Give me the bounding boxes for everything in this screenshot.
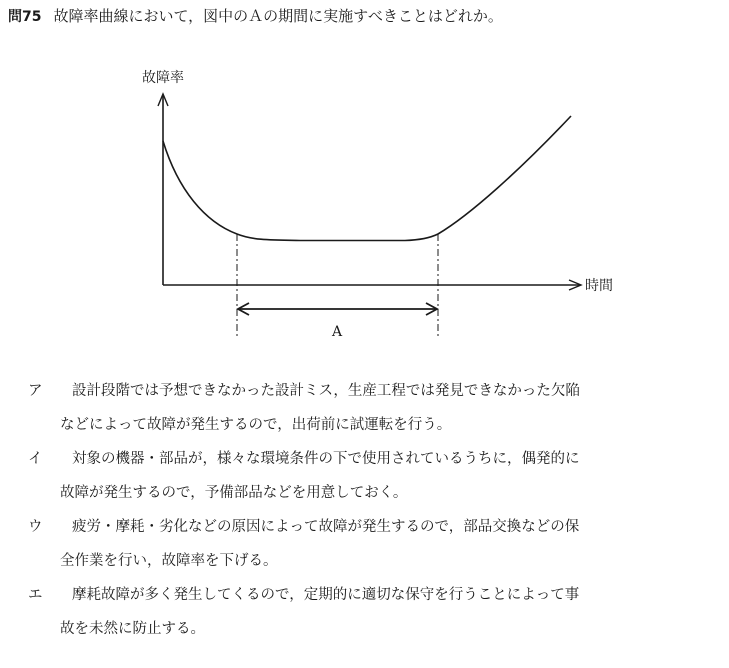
answer-options — [28, 374, 718, 646]
bathtub-curve — [163, 116, 571, 241]
question-text: 故障率曲線において，図中のＡの期間に実施すべきことはどれか。 — [53, 7, 503, 25]
option-a-text-line2: などによって故障が発生するので，出荷前に試運転を行う。 — [60, 417, 452, 433]
option-c-label: ウ — [28, 519, 43, 535]
option-b-text-line2: 故障が発生するので，予備部品などを用意しておく。 — [60, 485, 408, 501]
option-d[interactable] — [28, 578, 718, 646]
option-b[interactable] — [28, 442, 718, 510]
option-c[interactable] — [28, 510, 718, 578]
option-d-label: エ — [28, 587, 43, 603]
option-b-text-line1: 対象の機器・部品が，様々な環境条件の下で使用されているうちに，偶発的に — [72, 451, 580, 467]
option-d-text-line1: 摩耗故障が多く発生してくるので，定期的に適切な保守を行うことによって事 — [72, 587, 580, 603]
period-label: A — [332, 324, 343, 340]
option-c-text-line2: 全作業を行い，故障率を下げる。 — [60, 553, 278, 569]
y-axis-label: 故障率 — [142, 70, 184, 86]
option-b-label: イ — [28, 451, 43, 467]
option-a-text-line1: 設計段階では予想できなかった設計ミス，生産工程では発見できなかった欠陥 — [72, 383, 580, 399]
option-d-text-line2: 故を未然に防止する。 — [60, 621, 205, 637]
option-a[interactable] — [28, 374, 718, 442]
question-number: 問75 — [8, 9, 42, 25]
x-axis-label: 時間 — [585, 278, 613, 294]
option-a-label: ア — [28, 383, 43, 399]
option-c-text-line1: 疲労・摩耗・劣化などの原因によって故障が発生するので，部品交換などの保 — [72, 519, 580, 535]
